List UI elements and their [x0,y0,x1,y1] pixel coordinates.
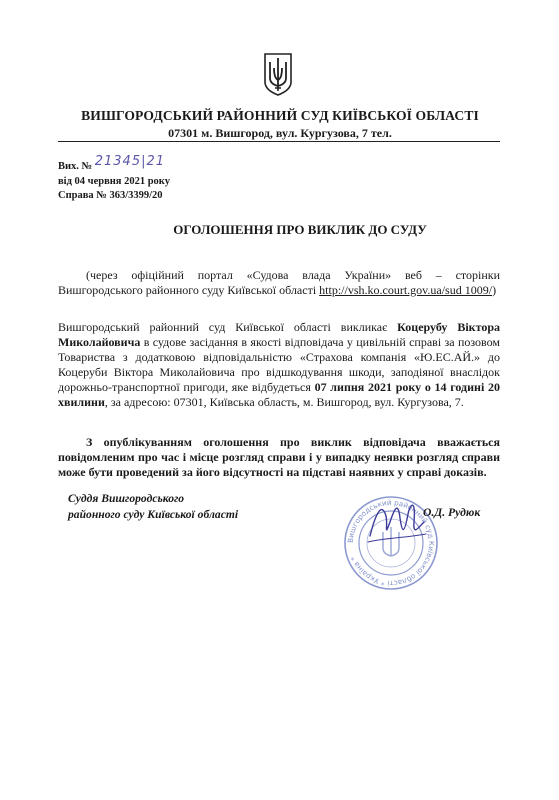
header-divider [58,141,500,142]
outgoing-number-handwritten: 21345|21 [94,154,166,169]
document-date: від 04 червня 2021 року [58,176,170,187]
portal-close: ) [492,282,497,297]
notice-text: З опублікуванням оголошення про виклик відповідача вважається повідомленим про час і місце розгляд справи і у випадку неявки розгляд справи може бути проведений за його відсутності на підставі наявних у справі доказів. [58,435,500,479]
paragraph-portal [58,268,500,298]
outgoing-number-line [58,154,166,173]
case-number: Справа № 363/3399/20 [58,190,163,201]
judge-title-line-1: Суддя Вишгородського [68,492,185,505]
paragraph-summons [58,320,500,409]
document-title: ОГОЛОШЕННЯ ПРО ВИКЛИК ДО СУДУ [173,222,427,237]
summons-text-2: в судове засідання в якості відповідача у цивільній справі за позовом Товариства з додатковою відповідальністю «Страхова компанія «Ю.ЕС.АЙ.» до Коцеруби Віктора Миколайовича про відшкодування шкоди, заподіяної внаслідок дорожньо-транспортної пригоди, яке відбудеться [58,334,500,394]
defendant-name: Коцерубу Віктора Миколайовича [58,320,500,349]
court-website-link[interactable]: http://vsh.ko.court.gov.ua/sud 1009/ [319,282,493,297]
seal-ring-text: Вишгородський районний суд Київської області * Україна * [345,497,437,589]
judge-signature [364,492,430,552]
hearing-datetime: 07 липня 2021 року о 14 годині 20 хвилини [58,379,501,409]
judge-title [68,491,238,523]
portal-text: (через офіційний портал «Судова влада України» веб – сторінки Вишгородського районного суду Київської області [58,268,500,297]
coat-of-arms-icon [263,52,293,96]
outgoing-label: Вих. № [58,161,93,172]
paragraph-notice [58,435,500,480]
summons-text-3: , за адресою: 07301, Київська область, м. Вишгород, вул. Кургузова, 7. [104,394,464,409]
court-address: 07301 м. Вишгород, вул. Кургузова, 7 тел. [168,126,392,140]
court-name: ВИШГОРОДСЬКИЙ РАЙОННИЙ СУД КИЇВСЬКОЇ ОБЛАСТІ [81,108,479,123]
summons-text-1: Вишгородський районний суд Київської області викликає [58,320,398,334]
judge-name: О.Д. Рудюк [423,506,481,519]
judge-title-line-2: районного суду Київської області [68,508,239,521]
